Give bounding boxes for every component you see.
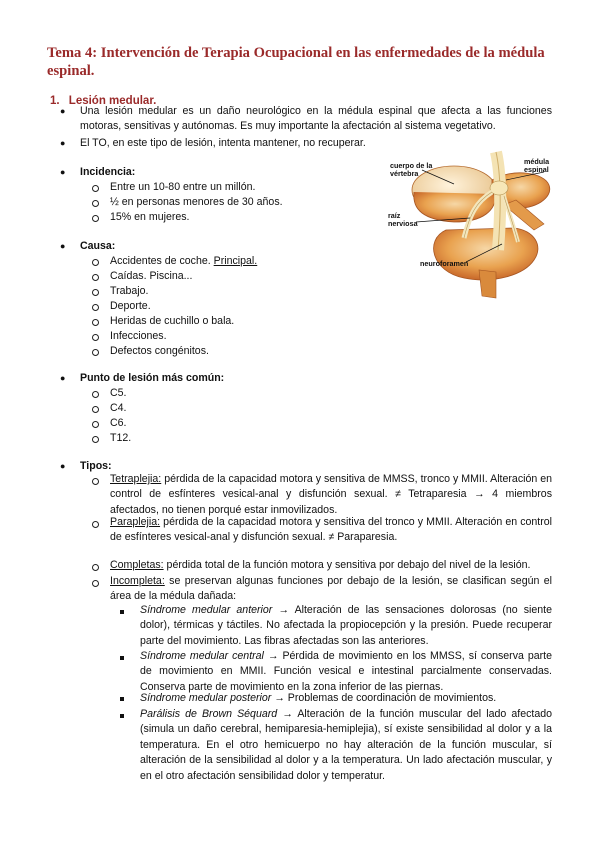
section-number: 1. — [50, 95, 60, 107]
sub-bullet — [92, 564, 99, 571]
sindrome-anterior — [140, 603, 552, 649]
paraplejia-paragraph — [110, 515, 552, 546]
label-vertebra-body: cuerpo de la vértebra — [390, 161, 433, 178]
causa-label: Causa: — [80, 240, 116, 252]
sub-bullet — [92, 391, 99, 398]
sub-bullet — [92, 478, 99, 485]
causa-item: Infecciones. — [110, 330, 167, 342]
causa-item: Defectos congénitos. — [110, 345, 209, 357]
bullet-dot: ● — [60, 373, 66, 383]
causa-item-text: Accidentes de coche. — [110, 255, 211, 267]
sindrome-text: Problemas de coordinación de movimientos. — [287, 692, 497, 704]
bullet-dot: ● — [60, 461, 66, 471]
sub-bullet — [92, 274, 99, 281]
sub-bullet — [92, 580, 99, 587]
incompleta-term: Incompleta: — [110, 575, 165, 587]
causa-item: Trabajo. — [110, 285, 149, 297]
sub-bullet — [92, 259, 99, 266]
paraplejia-term: Paraplejia: — [110, 516, 161, 528]
causa-item: Caídas. Piscina... — [110, 270, 193, 282]
sub-bullet — [92, 215, 99, 222]
incompleta-text: se preservan algunas funciones por debajo de la lesión, se clasifican según el área de la médula dañada: — [110, 575, 552, 603]
tipos-label: Tipos: — [80, 460, 112, 472]
incidencia-item: Entre un 10-80 entre un millón. — [110, 181, 256, 193]
sub-bullet — [92, 334, 99, 341]
punto-item: C5. — [110, 387, 127, 399]
brown-sequard — [140, 707, 552, 784]
intro-paragraph-1: Una lesión medular es un daño neurológico en la médula espinal que afecta a las funciones motoras, sensitivas y autónomas. Es muy importante la afectación al sistema vegetativo. — [80, 105, 552, 133]
sub-bullet — [92, 349, 99, 356]
sub-bullet — [92, 289, 99, 296]
sub-bullet — [92, 406, 99, 413]
incidencia-item: 15% en mujeres. — [110, 211, 190, 223]
label-neuroforamen: neuroforamen — [420, 259, 469, 268]
label-spinal-cord: médula espinal — [524, 157, 550, 174]
sindrome-text: Alteración de las sensaciones dolorosas (no siente dolor), térmicas y táctiles. No afectada la propiocepción y la presión. Puede recuperar parte del movimiento. Las fibras afectadas son las anteriores. — [140, 604, 553, 647]
incidencia-item: ½ en personas menores de 30 años. — [110, 196, 283, 208]
completas-text: pérdida total de la función motora y sensitiva por debajo del nivel de la lesión. — [166, 559, 531, 571]
paraplejia-text: pérdida de la capacidad motora y sensitiva del tronco y MMII. Alteración en control de esfínteres vesical-anal y disfunción sexual. ≠ Paraparesia. — [110, 516, 553, 544]
causa-item: Heridas de cuchillo o bala. — [110, 315, 235, 327]
section-title: Lesión medular. — [68, 95, 157, 107]
sindrome-text: Pérdida de movimiento en los MMSS, sí conserva parte de movimiento en MMII. Función vesical e intestinal parcialmente conservadas. Conserva parte de movimiento en la zona inferior de las piernas. — [140, 650, 552, 693]
document-title: Tema 4: Intervención de Terapia Ocupacional en las enfermedades de la médula espinal. — [47, 45, 545, 79]
sindrome-name: Síndrome medular central → — [140, 650, 279, 662]
sub-bullet — [92, 421, 99, 428]
bullet-dot: ● — [60, 167, 66, 177]
causa-item — [110, 254, 257, 268]
sub-bullet — [92, 185, 99, 192]
vertebra-figure — [384, 150, 556, 300]
bullet-dot: ● — [60, 106, 66, 116]
sub-bullet — [92, 521, 99, 528]
completas-paragraph — [110, 558, 531, 572]
incidencia-label: Incidencia: — [80, 166, 136, 178]
square-bullet — [120, 610, 124, 614]
intro-paragraph-2: El TO, en este tipo de lesión, intenta mantener, no recuperar. — [80, 137, 366, 149]
sindrome-name: Síndrome medular anterior → — [140, 604, 290, 616]
bullet-dot: ● — [60, 241, 66, 251]
sub-bullet — [92, 436, 99, 443]
causa-item: Deporte. — [110, 300, 151, 312]
punto-label: Punto de lesión más común: — [80, 372, 225, 384]
incompleta-paragraph — [110, 574, 552, 605]
sub-bullet — [92, 304, 99, 311]
square-bullet — [120, 714, 124, 718]
punto-item: C4. — [110, 402, 127, 414]
punto-item: T12. — [110, 432, 132, 444]
sindrome-name: Síndrome medular posterior → — [140, 692, 285, 704]
sub-bullet — [92, 319, 99, 326]
sindrome-name: Parálisis de Brown Séquard → — [140, 708, 293, 720]
label-nerve-root: raíz nerviosa — [388, 211, 418, 228]
tetraplejia-paragraph — [110, 472, 552, 518]
tetraplejia-term: Tetraplejia: — [110, 473, 162, 485]
completas-term: Completas: — [110, 559, 164, 571]
square-bullet — [120, 697, 124, 701]
sindrome-text: Alteración de la función muscular del lado afectado (simula un daño cerebral, hemiparesia-hemiplejia), sí existe sensibilidad al dolor y a la temperatura. En el otro hemicuerpo no hay alteración de la función muscular, sí alteración de la sensibilidad al dolor y a la temperatura. Un lado afectación muscular, y en el otro afectación sensibilidad dolor y temperatur. — [140, 708, 552, 782]
bullet-dot: ● — [60, 138, 66, 148]
tetraplejia-text: pérdida de la capacidad motora y sensitiva de MMSS, tronco y MMII. Alteración en control de esfínteres vesical-anal y disfunción sexual. ≠ Tetraparesia → 4 miembros afectados, no tienen porqué estar inmovilizados. — [110, 473, 552, 516]
sub-bullet — [92, 200, 99, 207]
sindrome-central — [140, 649, 552, 695]
causa-item-note: Principal. — [213, 255, 258, 267]
punto-item: C6. — [110, 417, 127, 429]
square-bullet — [120, 656, 124, 660]
sindrome-posterior — [140, 691, 496, 705]
